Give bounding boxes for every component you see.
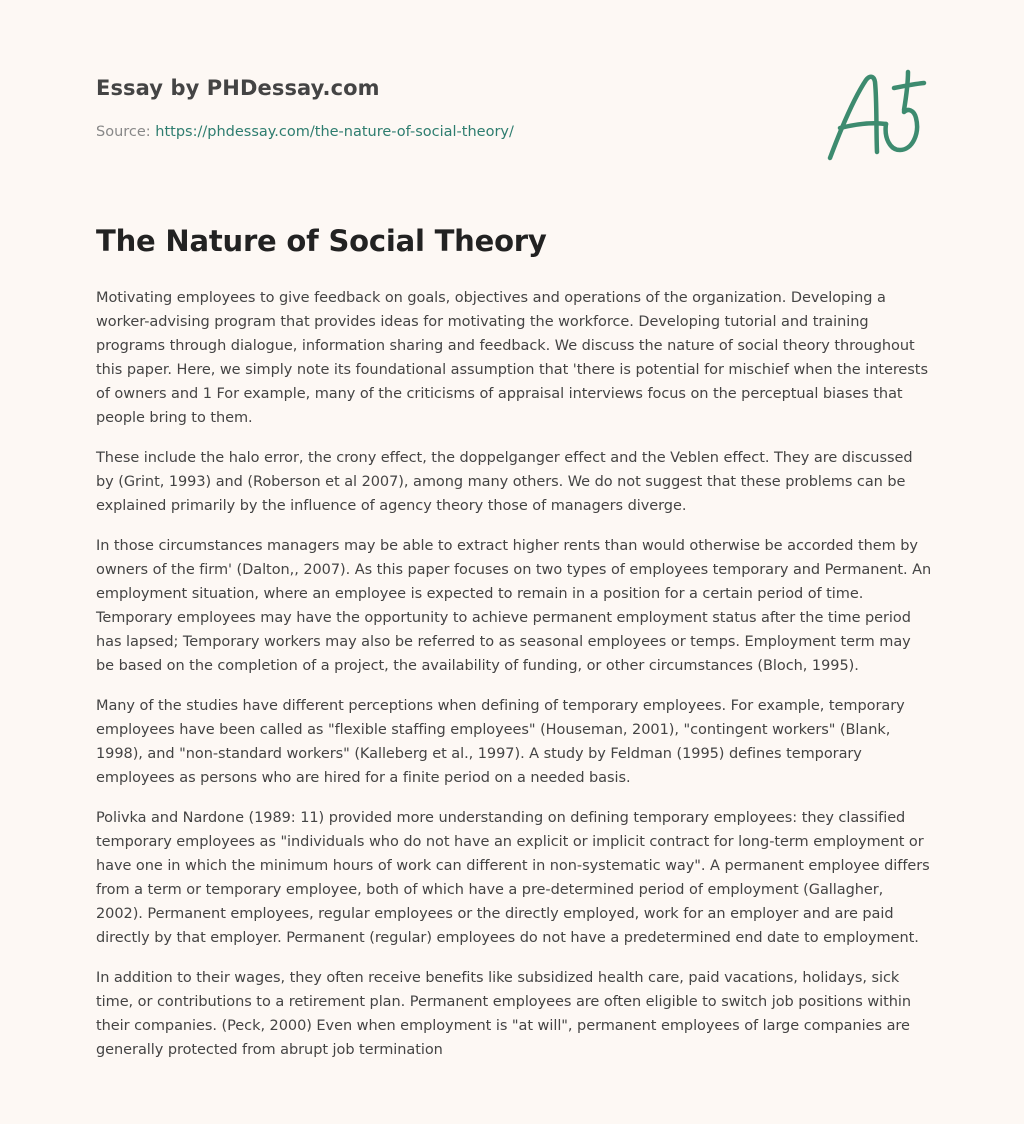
paragraph: In those circumstances managers may be able to extract higher rents than would otherwise be accorded them by owners of the firm' (Dalton,, 2007). As this paper focuses on two types of employees temporary and Permanent. An employment situation, where an employee is expected to remain in a position for a certain period of time. Temporary employees may have the opportunity to achieve permanent employment status after the time period has lapsed; Temporary workers may also be referred to as seasonal employees or temps. Employment term may be based on the completion of a project, the availability of funding, or other circumstances (Bloch, 1995). bbox=[96, 538, 932, 674]
source-link[interactable]: https://phdessay.com/the-nature-of-social-theory/ bbox=[155, 124, 514, 140]
paragraph: Polivka and Nardone (1989: 11) provided more understanding on defining temporary employees: they classified temporary employees as "individuals who do not have an explicit or implicit contract for long-term employment or have one in which the minimum hours of work can different in non-systematic way". A permanent employee differs from a term or temporary employee, both of which have a pre-determined period of employment (Gallagher, 2002). Permanent employees, regular employees or the directly employed, work for an employer and are paid directly by that employer. Permanent (regular) employees do not have a predetermined end date to employment. bbox=[96, 810, 930, 946]
paragraph: Motivating employees to give feedback on goals, objectives and operations of the organization. Developing a worker-advising program that provides ideas for motivating the workforce. Developing tutorial and training programs through dialogue, information sharing and feedback. We discuss the nature of social theory throughout this paper. Here, we simply note its foundational assumption that 'there is potential for mischief when the interests of owners and 1 For example, many of the criticisms of appraisal interviews focus on the perceptual biases that people bring to them. bbox=[96, 290, 928, 426]
article-body bbox=[96, 286, 932, 1078]
article-title: The Nature of Social Theory bbox=[96, 224, 547, 258]
brand-title: Essay by PHDessay.com bbox=[96, 76, 380, 100]
paragraph: These include the halo error, the crony effect, the doppelganger effect and the Veblen effect. They are discussed by (Grint, 1993) and (Roberson et al 2007), among many others. We do not suggest that these problems can be explained primarily by the influence of agency theory those of managers diverge. bbox=[96, 450, 913, 514]
paragraph: Many of the studies have different perceptions when defining of temporary employees. For example, temporary employees have been called as "flexible staffing employees" (Houseman, 2001), "contingent workers" (Blank, 1998), and "non-standard workers" (Kalleberg et al., 1997). A study by Feldman (1995) defines temporary employees as persons who are hired for a finite period on a needed basis. bbox=[96, 698, 905, 786]
source-label: Source: bbox=[96, 124, 156, 140]
a-plus-logo-icon bbox=[820, 66, 930, 166]
source-line bbox=[96, 124, 514, 140]
paragraph: In addition to their wages, they often receive benefits like subsidized health care, paid vacations, holidays, sick time, or contributions to a retirement plan. Permanent employees are often eligible to switch job positions within their companies. (Peck, 2000) Even when employment is "at will", permanent employees of large companies are generally protected from abrupt job termination bbox=[96, 970, 912, 1058]
